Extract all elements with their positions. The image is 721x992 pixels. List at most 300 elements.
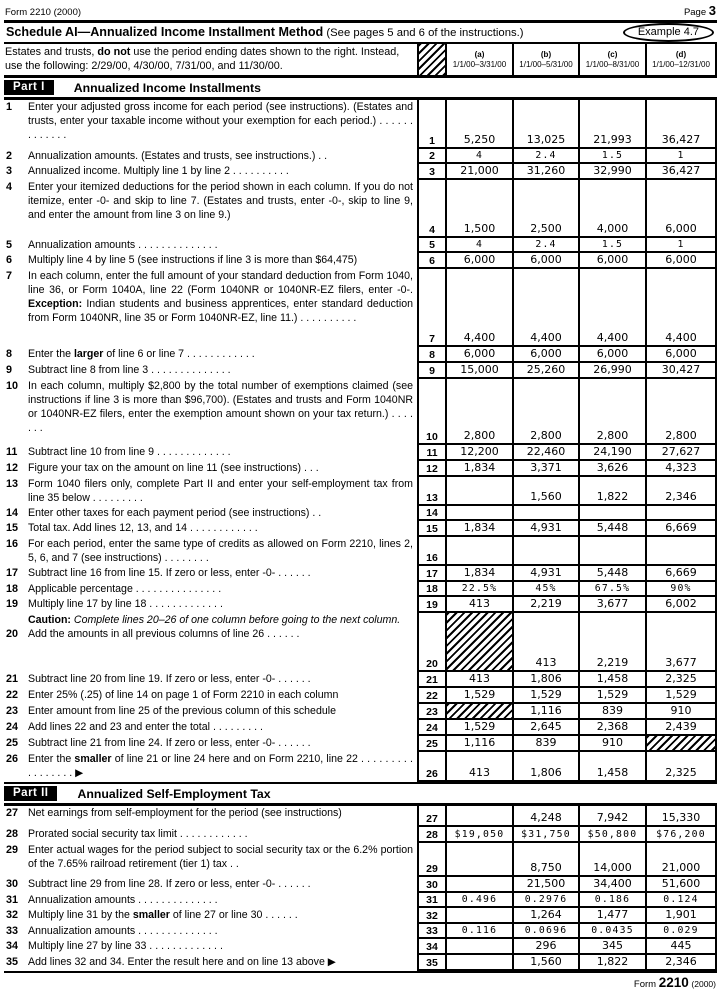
form-row bbox=[4, 461, 717, 477]
value-cell-b: 2,219 bbox=[514, 597, 580, 613]
line-description-cell bbox=[4, 736, 417, 752]
form-row bbox=[4, 582, 717, 597]
line-number: 17 bbox=[6, 567, 19, 580]
line-description: Annualization amounts . . . . . . . . . . . . . . bbox=[28, 925, 218, 938]
form-row bbox=[4, 100, 717, 149]
line-description-cell bbox=[4, 893, 417, 908]
value-cell-b: 0.2976 bbox=[514, 893, 580, 908]
value-cell-a bbox=[447, 477, 514, 506]
page-header bbox=[4, 3, 717, 20]
value-cell-d: 4,323 bbox=[647, 461, 717, 477]
value-cell-d: 36,427 bbox=[647, 164, 717, 180]
part1-title: Annualized Income Installments bbox=[73, 80, 261, 95]
form-row bbox=[4, 445, 717, 461]
value-cell-a bbox=[447, 843, 514, 877]
line-description: Subtract line 16 from line 15. If zero or less, enter -0- . . . . . . bbox=[28, 567, 311, 580]
value-cell-b: 413 bbox=[514, 613, 580, 672]
value-cell-b: 21,500 bbox=[514, 877, 580, 893]
value-cell-b: 3,371 bbox=[514, 461, 580, 477]
line-number: 32 bbox=[6, 909, 19, 922]
value-cell-a bbox=[447, 877, 514, 893]
value-cell-d: 0.029 bbox=[647, 924, 717, 939]
value-cell-c: 5,448 bbox=[580, 521, 647, 537]
form-row bbox=[4, 924, 717, 939]
value-cell-b: 1,806 bbox=[514, 672, 580, 688]
estates-trusts-note: Estates and trusts, do not use the period ending dates shown to the right. Instead, use the following: 2/29/00, 4/30/00, 7/31/00, and 11/30/00. bbox=[5, 46, 400, 72]
value-cell-d: 3,677 bbox=[647, 613, 717, 672]
line-number-cell: 32 bbox=[417, 908, 447, 924]
line-description-cell bbox=[4, 238, 417, 253]
form-row bbox=[4, 955, 717, 971]
line-number: 31 bbox=[6, 894, 19, 907]
value-cell-d: 6,000 bbox=[647, 253, 717, 269]
value-cell-a bbox=[447, 704, 514, 720]
form-row bbox=[4, 688, 717, 704]
line-description-cell bbox=[4, 924, 417, 939]
value-cell-a: 6,000 bbox=[447, 253, 514, 269]
line-number-cell: 4 bbox=[417, 180, 447, 238]
line-description-cell bbox=[4, 537, 417, 566]
value-cell-a: 1,529 bbox=[447, 688, 514, 704]
line-description: Prorated social security tax limit . . . . . . . . . . . . bbox=[28, 828, 248, 841]
line-description: Enter the larger of line 6 or line 7 . . . . . . . . . . . . bbox=[28, 348, 255, 361]
line-number-cell: 8 bbox=[417, 347, 447, 363]
line-number-cell: 26 bbox=[417, 752, 447, 782]
line-description: In each column, multiply $2,800 by the total number of exemptions claimed (see instructions if line 3 is more than $96,700). (Estates and trusts and Form 1040NR or 1040NR-EZ filers, enter the exemption amount shown on your tax return.) . . . . . . . bbox=[28, 380, 413, 434]
value-cell-b: $31,750 bbox=[514, 827, 580, 843]
value-cell-b: 31,260 bbox=[514, 164, 580, 180]
caution-note: Caution: Complete lines 20–26 of one column before going to the next column. bbox=[28, 614, 401, 627]
line-number-cell: 20 bbox=[417, 613, 447, 672]
value-cell-d: 36,427 bbox=[647, 100, 717, 149]
line-number-cell: 11 bbox=[417, 445, 447, 461]
value-cell-d: 4,400 bbox=[647, 269, 717, 347]
schedule-title: Schedule AI—Annualized Income Installment Method bbox=[6, 25, 324, 39]
form-row bbox=[4, 379, 717, 445]
value-cell-c bbox=[580, 506, 647, 521]
form-row bbox=[4, 806, 717, 827]
line-number-cell: 17 bbox=[417, 566, 447, 582]
form-id-top: Form 2210 (2000) bbox=[5, 7, 82, 18]
line-description-cell bbox=[4, 477, 417, 506]
value-cell-d: 1 bbox=[647, 238, 717, 253]
part2-title: Annualized Self-Employment Tax bbox=[77, 786, 271, 801]
form-row bbox=[4, 347, 717, 363]
value-cell-a: 12,200 bbox=[447, 445, 514, 461]
value-cell-d: 90% bbox=[647, 582, 717, 597]
line-description-cell bbox=[4, 347, 417, 363]
form-row bbox=[4, 521, 717, 537]
value-cell-d: 1,901 bbox=[647, 908, 717, 924]
part1-table bbox=[4, 100, 717, 782]
line-number-cell: 10 bbox=[417, 379, 447, 445]
line-description-cell bbox=[4, 843, 417, 877]
line-description: Add lines 32 and 34. Enter the result here and on line 13 above ▶ bbox=[28, 956, 336, 969]
line-description: Subtract line 21 from line 24. If zero or less, enter -0- . . . . . . bbox=[28, 737, 311, 750]
form-row bbox=[4, 180, 717, 238]
line-description-cell bbox=[4, 672, 417, 688]
value-cell-a bbox=[447, 955, 514, 971]
line-description: Multiply line 27 by line 33 . . . . . . . . . . . . . bbox=[28, 940, 223, 953]
value-cell-c: 910 bbox=[580, 736, 647, 752]
value-cell-d bbox=[647, 537, 717, 566]
form-row bbox=[4, 238, 717, 253]
value-cell-b: 8,750 bbox=[514, 843, 580, 877]
value-cell-c: 0.0435 bbox=[580, 924, 647, 939]
line-description: For each period, enter the same type of credits as allowed on Form 2210, lines 2, 5, 6, and 7 (see instructions) . . . . . . . . bbox=[28, 538, 413, 564]
value-cell-b: 1,560 bbox=[514, 955, 580, 971]
part1-header bbox=[4, 78, 717, 100]
line-description-cell bbox=[4, 566, 417, 582]
line-description: Multiply line 31 by the smaller of line 27 or line 30 . . . . . . bbox=[28, 909, 298, 922]
value-cell-b: 6,000 bbox=[514, 253, 580, 269]
line-number: 27 bbox=[6, 807, 19, 820]
line-number: 2 bbox=[6, 150, 13, 163]
value-cell-c: 21,993 bbox=[580, 100, 647, 149]
line-description: Form 1040 filers only, complete Part II and enter your self-employment tax from line 35 below . . . . . . . . . bbox=[28, 478, 413, 504]
line-description: Multiply line 4 by line 5 (see instructions if line 3 is more than $64,475) bbox=[28, 254, 358, 267]
value-cell-c: 1,822 bbox=[580, 955, 647, 971]
line-number: 4 bbox=[6, 181, 13, 194]
line-description: Subtract line 8 from line 3 . . . . . . . . . . . . . . bbox=[28, 364, 231, 377]
line-number-cell: 33 bbox=[417, 924, 447, 939]
line-description: Annualization amounts . . . . . . . . . . . . . . bbox=[28, 239, 218, 252]
value-cell-d: 2,346 bbox=[647, 955, 717, 971]
form-row bbox=[4, 704, 717, 720]
value-cell-a: 4 bbox=[447, 149, 514, 164]
line-description-cell bbox=[4, 597, 417, 613]
line-number-cell: 21 bbox=[417, 672, 447, 688]
value-cell-b: 0.0696 bbox=[514, 924, 580, 939]
value-cell-a: 1,834 bbox=[447, 461, 514, 477]
value-cell-c bbox=[580, 537, 647, 566]
line-number-cell: 2 bbox=[417, 149, 447, 164]
line-description: Enter your adjusted gross income for each period (see instructions). (Estates and trusts, enter your taxable income without your exemption for each period.) . . . . . . . . . . . . . bbox=[28, 101, 413, 141]
form-row bbox=[4, 537, 717, 566]
line-number-cell: 6 bbox=[417, 253, 447, 269]
value-cell-d bbox=[647, 736, 717, 752]
value-cell-c: 34,400 bbox=[580, 877, 647, 893]
value-cell-b: 4,400 bbox=[514, 269, 580, 347]
value-cell-a: 21,000 bbox=[447, 164, 514, 180]
column-header-d: (d) 1/1/00–12/31/00 bbox=[647, 44, 717, 75]
line-description-cell bbox=[4, 908, 417, 924]
line-description: Subtract line 10 from line 9 . . . . . . . . . . . . . bbox=[28, 446, 231, 459]
line-number-cell: 31 bbox=[417, 893, 447, 908]
form-row bbox=[4, 253, 717, 269]
line-number: 14 bbox=[6, 507, 19, 520]
value-cell-b: 4,931 bbox=[514, 566, 580, 582]
value-cell-c: 1,822 bbox=[580, 477, 647, 506]
value-cell-d: 6,000 bbox=[647, 347, 717, 363]
line-number: 13 bbox=[6, 478, 19, 491]
line-description-cell bbox=[4, 445, 417, 461]
line-number: 28 bbox=[6, 828, 19, 841]
instructions-note: (See pages 5 and 6 of the instructions.) bbox=[326, 27, 524, 39]
value-cell-c: 0.186 bbox=[580, 893, 647, 908]
form-row bbox=[4, 827, 717, 843]
line-number-cell: 1 bbox=[417, 100, 447, 149]
line-description: Annualization amounts . . . . . . . . . . . . . . bbox=[28, 894, 218, 907]
line-number: 34 bbox=[6, 940, 19, 953]
line-description-cell bbox=[4, 253, 417, 269]
line-number: 15 bbox=[6, 522, 19, 535]
line-description-cell bbox=[4, 827, 417, 843]
line-number: 33 bbox=[6, 925, 19, 938]
value-cell-d: 445 bbox=[647, 939, 717, 955]
value-cell-d: 51,600 bbox=[647, 877, 717, 893]
value-cell-d: 0.124 bbox=[647, 893, 717, 908]
value-cell-a bbox=[447, 537, 514, 566]
value-cell-a: 1,834 bbox=[447, 521, 514, 537]
line-description-cell bbox=[4, 704, 417, 720]
value-cell-c: $50,800 bbox=[580, 827, 647, 843]
value-cell-b bbox=[514, 537, 580, 566]
line-description-cell bbox=[4, 521, 417, 537]
line-description: Enter 25% (.25) of line 14 on page 1 of Form 2210 in each column bbox=[28, 689, 339, 702]
value-cell-a: 413 bbox=[447, 672, 514, 688]
value-cell-a: 413 bbox=[447, 752, 514, 782]
line-number-cell: 30 bbox=[417, 877, 447, 893]
line-description-cell bbox=[4, 955, 417, 971]
value-cell-d: 2,439 bbox=[647, 720, 717, 736]
line-number-cell: 12 bbox=[417, 461, 447, 477]
line-number: 26 bbox=[6, 753, 19, 766]
value-cell-a bbox=[447, 506, 514, 521]
value-cell-a: 0.496 bbox=[447, 893, 514, 908]
value-cell-a bbox=[447, 613, 514, 672]
value-cell-b: 839 bbox=[514, 736, 580, 752]
value-cell-d: 2,325 bbox=[647, 672, 717, 688]
line-number-cell: 23 bbox=[417, 704, 447, 720]
value-cell-c: 839 bbox=[580, 704, 647, 720]
line-number-cell: 14 bbox=[417, 506, 447, 521]
value-cell-c: 1.5 bbox=[580, 149, 647, 164]
value-cell-b: 2,500 bbox=[514, 180, 580, 238]
form-row bbox=[4, 752, 717, 782]
line-number: 10 bbox=[6, 380, 19, 393]
value-cell-c: 1,458 bbox=[580, 672, 647, 688]
line-number: 22 bbox=[6, 689, 19, 702]
example-badge: Example 4.7 bbox=[623, 23, 714, 42]
line-number-cell: 19 bbox=[417, 597, 447, 613]
line-number: 24 bbox=[6, 721, 19, 734]
part2-table bbox=[4, 806, 717, 971]
value-cell-c: 6,000 bbox=[580, 347, 647, 363]
value-cell-d: 2,800 bbox=[647, 379, 717, 445]
value-cell-b: 45% bbox=[514, 582, 580, 597]
value-cell-c: 67.5% bbox=[580, 582, 647, 597]
line-description: In each column, enter the full amount of your standard deduction from Form 1040, line 36, or Form 1040A, line 22 (Form 1040NR or 1040NR-EZ filers, enter -0-. Exception: Indian students and business apprentices, enter standard deduction from Form 1040NR, line 35 or Form 1040NR-EZ, line 11.) . . . . . . . . . . bbox=[28, 270, 413, 324]
line-description: Annualized income. Multiply line 1 by line 2 . . . . . . . . . . bbox=[28, 165, 289, 178]
line-description: Enter amount from line 25 of the previous column of this schedule bbox=[28, 705, 336, 718]
value-cell-b: 296 bbox=[514, 939, 580, 955]
line-number: 23 bbox=[6, 705, 19, 718]
line-number: 25 bbox=[6, 737, 19, 750]
line-number: 35 bbox=[6, 956, 19, 969]
line-number-cell: 7 bbox=[417, 269, 447, 347]
line-description: Subtract line 20 from line 19. If zero or less, enter -0- . . . . . . bbox=[28, 673, 311, 686]
value-cell-d: $76,200 bbox=[647, 827, 717, 843]
part1-label: Part I bbox=[4, 80, 54, 95]
form-row bbox=[4, 720, 717, 736]
value-cell-d: 6,002 bbox=[647, 597, 717, 613]
line-number: 1 bbox=[6, 101, 13, 114]
line-number: 16 bbox=[6, 538, 19, 551]
form-row bbox=[4, 566, 717, 582]
line-description-cell bbox=[4, 806, 417, 827]
value-cell-c: 14,000 bbox=[580, 843, 647, 877]
form-row bbox=[4, 843, 717, 877]
value-cell-a: $19,050 bbox=[447, 827, 514, 843]
form-row bbox=[4, 597, 717, 613]
column-header-row bbox=[4, 44, 717, 78]
value-cell-c: 26,990 bbox=[580, 363, 647, 379]
form-row bbox=[4, 672, 717, 688]
value-cell-b bbox=[514, 506, 580, 521]
form-row bbox=[4, 506, 717, 521]
line-number: 30 bbox=[6, 878, 19, 891]
value-cell-d: 910 bbox=[647, 704, 717, 720]
value-cell-b: 22,460 bbox=[514, 445, 580, 461]
form-row bbox=[4, 149, 717, 164]
value-cell-c: 4,400 bbox=[580, 269, 647, 347]
line-description-cell bbox=[4, 720, 417, 736]
column-header-b: (b) 1/1/00–5/31/00 bbox=[514, 44, 580, 75]
line-description-cell bbox=[4, 613, 417, 672]
value-cell-c: 2,800 bbox=[580, 379, 647, 445]
value-cell-d: 15,330 bbox=[647, 806, 717, 827]
form-row bbox=[4, 613, 717, 672]
line-number: 21 bbox=[6, 673, 19, 686]
form-row bbox=[4, 893, 717, 908]
footer-form-number: 2210 bbox=[658, 975, 689, 991]
value-cell-d: 6,000 bbox=[647, 180, 717, 238]
value-cell-c: 5,448 bbox=[580, 566, 647, 582]
value-cell-a: 6,000 bbox=[447, 347, 514, 363]
hatched-header-cell bbox=[417, 44, 447, 75]
value-cell-a: 22.5% bbox=[447, 582, 514, 597]
line-number-cell: 9 bbox=[417, 363, 447, 379]
form-row bbox=[4, 939, 717, 955]
line-description: Enter your itemized deductions for the period shown in each column. If you do not itemize, enter -0- and skip to line 7. (Estates and trusts, enter -0-, skip to line 9, and enter the amount from line 3 on line 9.) bbox=[28, 181, 413, 221]
line-number: 3 bbox=[6, 165, 13, 178]
value-cell-c: 1,529 bbox=[580, 688, 647, 704]
line-description-cell bbox=[4, 149, 417, 164]
line-number-cell: 34 bbox=[417, 939, 447, 955]
value-cell-a: 0.116 bbox=[447, 924, 514, 939]
line-description: Subtract line 29 from line 28. If zero or less, enter -0- . . . . . . bbox=[28, 878, 311, 891]
line-description: Enter actual wages for the period subject to social security tax or the 6.2% portion of the 7.65% railroad retirement (tier 1) tax . . bbox=[28, 844, 413, 870]
line-description: Total tax. Add lines 12, 13, and 14 . . . . . . . . . . . . bbox=[28, 522, 258, 535]
line-description: Add lines 22 and 23 and enter the total . . . . . . . . . bbox=[28, 721, 263, 734]
line-description-cell bbox=[4, 877, 417, 893]
form-row bbox=[4, 908, 717, 924]
value-cell-c: 345 bbox=[580, 939, 647, 955]
line-number: 12 bbox=[6, 462, 19, 475]
column-header-c: (c) 1/1/00–8/31/00 bbox=[580, 44, 647, 75]
line-number: 11 bbox=[6, 446, 18, 459]
page-number: Page 3 bbox=[683, 3, 716, 18]
line-description-cell bbox=[4, 582, 417, 597]
line-number-cell: 16 bbox=[417, 537, 447, 566]
line-number: 8 bbox=[6, 348, 13, 361]
value-cell-a: 1,500 bbox=[447, 180, 514, 238]
line-number-cell: 18 bbox=[417, 582, 447, 597]
form-row bbox=[4, 164, 717, 180]
value-cell-a: 5,250 bbox=[447, 100, 514, 149]
line-number: 5 bbox=[6, 239, 13, 252]
value-cell-d: 21,000 bbox=[647, 843, 717, 877]
value-cell-c: 1,458 bbox=[580, 752, 647, 782]
form-row bbox=[4, 477, 717, 506]
line-description: Enter the smaller of line 21 or line 24 here and on Form 2210, line 22 . . . . . . . . . . . . . . . . . ▶ bbox=[28, 753, 413, 779]
footer-form-word: Form bbox=[633, 979, 657, 991]
value-cell-d bbox=[647, 506, 717, 521]
value-cell-c: 24,190 bbox=[580, 445, 647, 461]
value-cell-c: 2,219 bbox=[580, 613, 647, 672]
line-description: Net earnings from self-employment for the period (see instructions) bbox=[28, 807, 342, 820]
line-number: 6 bbox=[6, 254, 13, 267]
value-cell-b: 4,931 bbox=[514, 521, 580, 537]
value-cell-b: 4,248 bbox=[514, 806, 580, 827]
form-row bbox=[4, 877, 717, 893]
line-description: Add the amounts in all previous columns of line 26 . . . . . . bbox=[28, 627, 300, 640]
line-description: Enter other taxes for each payment period (see instructions) . . bbox=[28, 507, 322, 520]
line-number-cell: 13 bbox=[417, 477, 447, 506]
line-description-cell bbox=[4, 752, 417, 782]
line-description-cell bbox=[4, 269, 417, 347]
part2-header bbox=[4, 782, 717, 806]
line-description-cell bbox=[4, 164, 417, 180]
footer-form-year: (2000) bbox=[691, 979, 716, 990]
schedule-title-bar bbox=[4, 20, 717, 44]
line-number: 20 bbox=[6, 627, 19, 640]
value-cell-c: 1,477 bbox=[580, 908, 647, 924]
line-number-cell: 35 bbox=[417, 955, 447, 971]
line-number-cell: 24 bbox=[417, 720, 447, 736]
value-cell-d: 1 bbox=[647, 149, 717, 164]
value-cell-b: 2,645 bbox=[514, 720, 580, 736]
value-cell-b: 2.4 bbox=[514, 238, 580, 253]
value-cell-b: 1,264 bbox=[514, 908, 580, 924]
form-row bbox=[4, 736, 717, 752]
value-cell-d: 27,627 bbox=[647, 445, 717, 461]
value-cell-a bbox=[447, 806, 514, 827]
value-cell-c: 3,677 bbox=[580, 597, 647, 613]
value-cell-b: 1,529 bbox=[514, 688, 580, 704]
line-number: 7 bbox=[6, 270, 13, 283]
line-description-cell bbox=[4, 939, 417, 955]
value-cell-c: 3,626 bbox=[580, 461, 647, 477]
line-number: 29 bbox=[6, 844, 19, 857]
line-description-cell bbox=[4, 363, 417, 379]
value-cell-a: 2,800 bbox=[447, 379, 514, 445]
value-cell-c: 1.5 bbox=[580, 238, 647, 253]
page-footer bbox=[4, 973, 717, 992]
line-description: Multiply line 17 by line 18 . . . . . . . . . . . . . bbox=[28, 598, 223, 611]
line-number: 18 bbox=[6, 583, 19, 596]
value-cell-a: 413 bbox=[447, 597, 514, 613]
line-number-cell: 3 bbox=[417, 164, 447, 180]
value-cell-d: 1,529 bbox=[647, 688, 717, 704]
value-cell-a bbox=[447, 939, 514, 955]
value-cell-b: 13,025 bbox=[514, 100, 580, 149]
line-number-cell: 22 bbox=[417, 688, 447, 704]
value-cell-d: 2,325 bbox=[647, 752, 717, 782]
line-description-cell bbox=[4, 379, 417, 445]
value-cell-b: 1,806 bbox=[514, 752, 580, 782]
